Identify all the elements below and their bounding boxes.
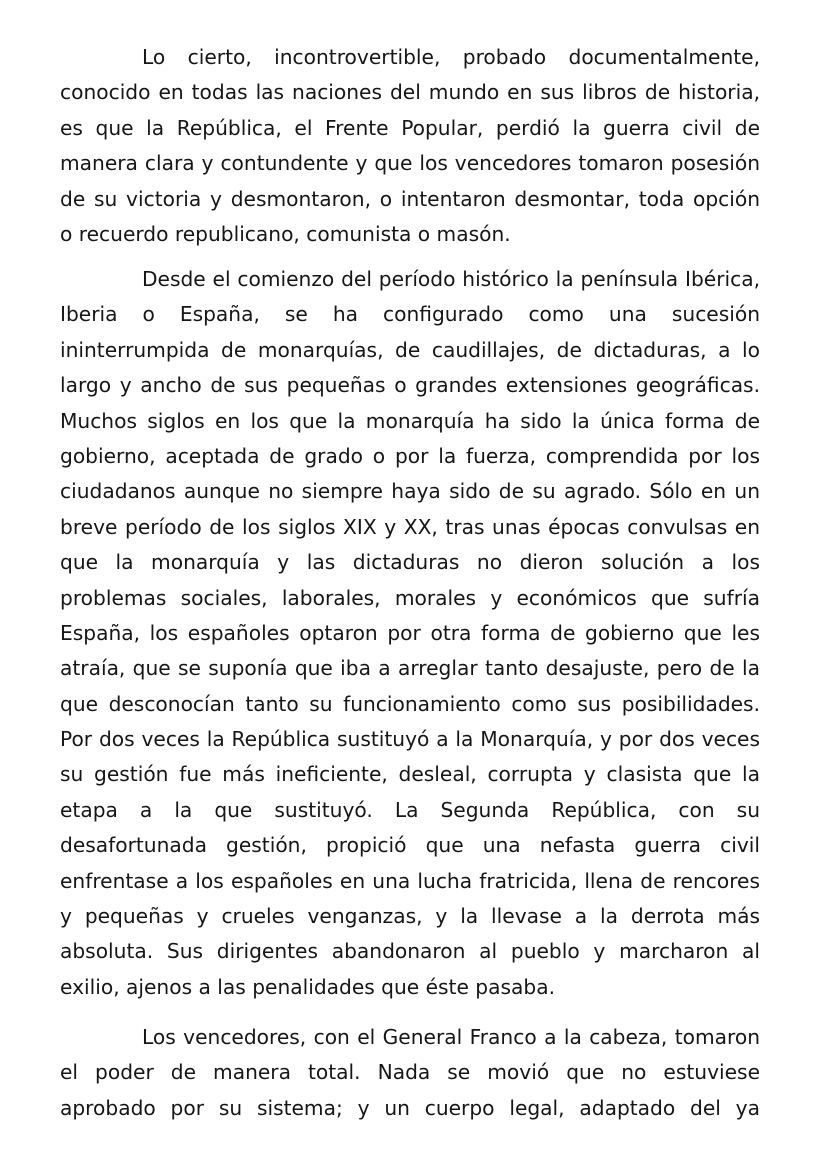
text-line: exilio, ajenos a las penalidades que éste pasaba. — [60, 974, 555, 999]
text-line: etapa a la que sustituyó. La Segunda República, con su — [60, 797, 760, 822]
text-line: que la monarquía y las dictaduras no dieron solución a los — [60, 550, 760, 575]
text-line: de su victoria y desmontaron, o intentaron desmontar, toda opción — [60, 186, 760, 211]
text-line: que desconocían tanto su funcionamiento como sus posibilidades. — [60, 691, 760, 716]
text-line: absoluta. Sus dirigentes abandonaron al pueblo y marcharon al — [60, 939, 760, 964]
text-line: Lo cierto, incontrovertible, probado documentalmente, — [142, 45, 760, 69]
text-line: Muchos siglos en los que la monarquía ha sido la única forma de — [60, 408, 760, 433]
text-line: aprobado por su sistema; y un cuerpo legal, adaptado del ya — [60, 1095, 760, 1120]
text-line: ininterrumpida de monarquías, de caudillajes, de dictaduras, a lo — [60, 337, 760, 362]
text-line: conocido en todas las naciones del mundo en sus libros de historia, — [60, 80, 760, 105]
text-line: o recuerdo republicano, comunista o masón. — [60, 221, 511, 246]
text-line: breve período de los siglos XIX y XX, tras unas épocas convulsas en — [60, 514, 760, 539]
paragraph-1 — [60, 40, 760, 252]
text-line: desafortunada gestión, propició que una nefasta guerra civil — [60, 833, 760, 858]
text-line: ciudadanos aunque no siempre haya sido de su agrado. Sólo en un — [60, 479, 760, 504]
text-line: largo y ancho de sus pequeñas o grandes extensiones geográficas. — [60, 373, 760, 398]
paragraph-2 — [60, 262, 760, 1005]
text-line: España, los españoles optaron por otra forma de gobierno que les — [60, 620, 760, 645]
text-line: problemas sociales, laborales, morales y económicos que sufría — [60, 585, 760, 610]
text-line: el poder de manera total. Nada se movió que no estuviese — [60, 1060, 760, 1085]
text-line: gobierno, aceptada de grado o por la fuerza, comprendida por los — [60, 443, 760, 468]
paragraph-3 — [60, 1020, 760, 1126]
text-line: manera clara y contundente y que los vencedores tomaron posesión — [60, 151, 760, 176]
text-line: atraía, que se suponía que iba a arreglar tanto desajuste, pero de la — [60, 656, 760, 681]
text-line: Iberia o España, se ha configurado como una sucesión — [60, 302, 760, 327]
text-line: Por dos veces la República sustituyó a la Monarquía, y por dos veces — [60, 727, 760, 752]
text-line: Desde el comienzo del período histórico la península Ibérica, — [142, 267, 760, 291]
text-line: es que la República, el Frente Popular, perdió la guerra civil de — [60, 115, 760, 140]
text-line: y pequeñas y crueles venganzas, y la llevase a la derrota más — [60, 904, 760, 929]
text-line: Los vencedores, con el General Franco a la cabeza, tomaron — [142, 1025, 760, 1049]
text-line: enfrentase a los españoles en una lucha fratricida, llena de rencores — [60, 868, 760, 893]
text-line: su gestión fue más ineficiente, desleal, corrupta y clasista que la — [60, 762, 760, 787]
